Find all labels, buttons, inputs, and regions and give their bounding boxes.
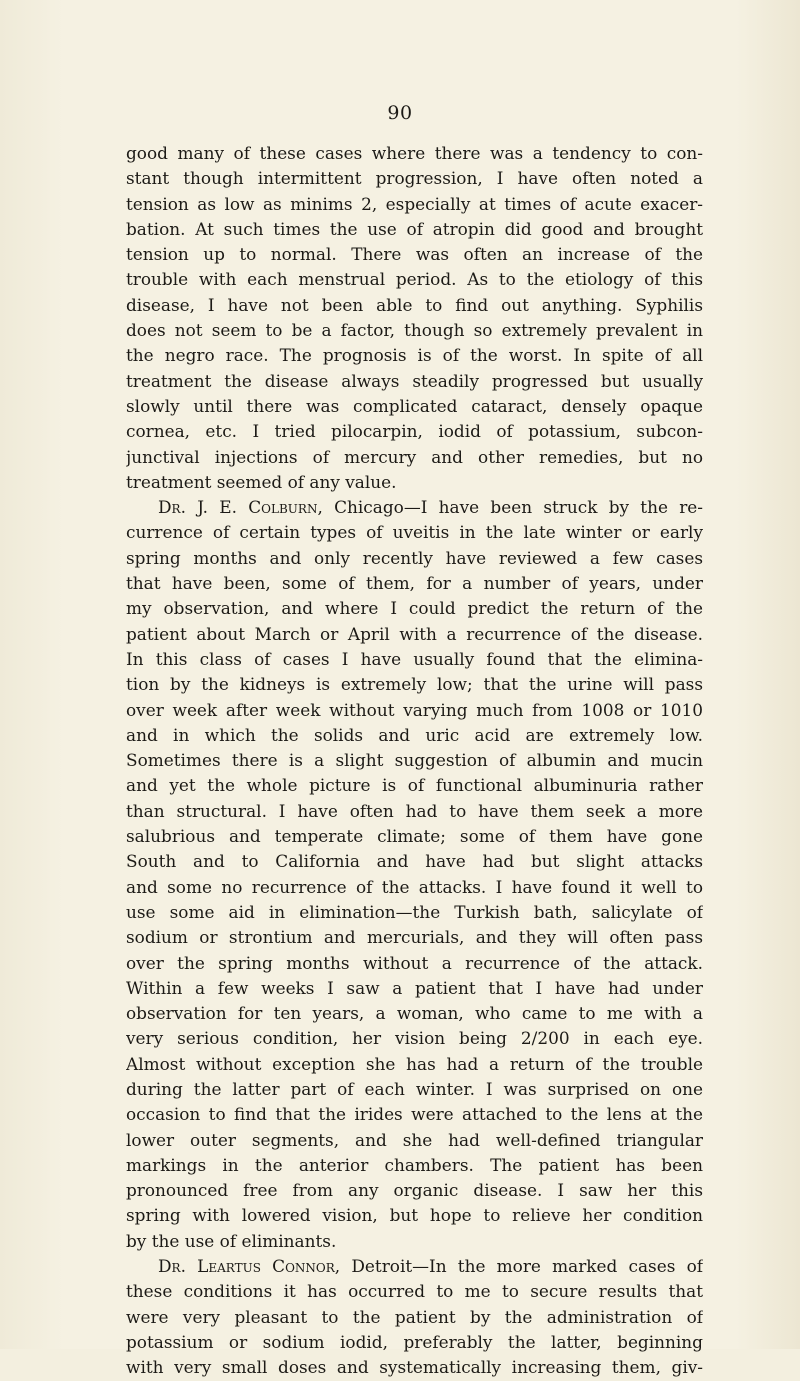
line-text: In this class of cases I have usually found that the elimina- xyxy=(126,648,703,669)
text-line xyxy=(126,596,703,621)
text-line xyxy=(126,773,703,798)
line-text: tension as low as minims 2, especially at times of acute exacer- xyxy=(126,193,703,214)
line-text: pronounced free from any organic disease. I saw her this xyxy=(126,1180,703,1201)
text-line xyxy=(126,318,703,343)
line-text: occasion to find that the irides were attached to the lens at the xyxy=(126,1104,703,1125)
text-line xyxy=(126,470,703,495)
text-line xyxy=(126,647,703,672)
text-line xyxy=(126,1279,703,1304)
text-line xyxy=(126,1153,703,1178)
line-text: currence of certain types of uveitis in the late winter or early xyxy=(126,522,703,543)
text-line xyxy=(126,622,703,647)
text-line xyxy=(126,369,703,394)
text-line xyxy=(126,1229,703,1254)
text-line xyxy=(126,1203,703,1228)
line-text: slowly until there was complicated cataract, densely opaque xyxy=(126,395,703,416)
text-line xyxy=(126,1001,703,1026)
line-text: use some aid in elimination—the Turkish bath, salicylate of xyxy=(126,901,703,922)
text-line xyxy=(126,1052,703,1077)
line-text: , Detroit—In the more marked cases of xyxy=(334,1256,703,1277)
line-text: bation. At such times the use of atropin did good and brought xyxy=(126,218,703,239)
line-text: that have been, some of them, for a number of years, under xyxy=(126,573,703,594)
line-text: and in which the solids and uric acid are extremely low. xyxy=(126,724,703,745)
text-line xyxy=(126,748,703,773)
line-text: these conditions it has occurred to me to secure results that xyxy=(126,1281,703,1302)
line-text: Sometimes there is a slight suggestion of albumin and mucin xyxy=(126,750,703,771)
text-line xyxy=(126,293,703,318)
line-text: during the latter part of each winter. I was surprised on one xyxy=(126,1078,703,1099)
line-text: junctival injections of mercury and other remedies, but no xyxy=(126,446,703,467)
text-line xyxy=(126,1355,703,1380)
line-text: than structural. I have often had to have them seek a more xyxy=(126,800,703,821)
text-line xyxy=(126,571,703,596)
line-text: were very pleasant to the patient by the administration of xyxy=(126,1306,703,1327)
line-text: by the use of eliminants. xyxy=(126,1230,337,1251)
text-line xyxy=(126,520,703,545)
text-line xyxy=(126,217,703,242)
line-text: over the spring months without a recurrence of the attack. xyxy=(126,952,703,973)
line-text: treatment the disease always steadily progressed but usually xyxy=(126,370,703,391)
text-line xyxy=(126,495,703,520)
text-line xyxy=(126,849,703,874)
line-text: potassium or sodium iodid, preferably the latter, beginning xyxy=(126,1331,703,1352)
text-line xyxy=(126,672,703,697)
line-text: Almost without exception she has had a return of the trouble xyxy=(126,1053,703,1074)
line-text: treatment seemed of any value. xyxy=(126,471,397,492)
text-line xyxy=(126,900,703,925)
text-line xyxy=(126,951,703,976)
text-line xyxy=(126,242,703,267)
text-line xyxy=(126,546,703,571)
line-text: Within a few weeks I saw a patient that I have had under xyxy=(126,977,703,998)
text-line xyxy=(126,1077,703,1102)
line-text: tension up to normal. There was often an increase of the xyxy=(126,244,703,265)
page-number: 90 xyxy=(387,102,413,124)
speaker-name: Dr. Leartus Connor xyxy=(158,1256,335,1277)
line-text: trouble with each menstrual period. As to the etiology of this xyxy=(126,269,703,290)
line-text: , Chicago—I have been struck by the re- xyxy=(317,497,703,518)
text-line xyxy=(126,1026,703,1051)
line-text: very serious condition, her vision being 2/200 in each eye. xyxy=(126,1028,703,1049)
text-line xyxy=(126,976,703,1001)
text-line xyxy=(126,1254,703,1279)
text-line xyxy=(126,1330,703,1355)
line-text: stant though intermittent progression, I have often noted a xyxy=(126,168,703,189)
line-text: and some no recurrence of the attacks. I have found it well to xyxy=(126,876,703,897)
speaker-name: Dr. J. E. Colburn xyxy=(158,497,318,518)
line-text: does not seem to be a factor, though so extremely prevalent in xyxy=(126,320,703,341)
text-line xyxy=(126,1178,703,1203)
text-line xyxy=(126,799,703,824)
line-text: spring with lowered vision, but hope to relieve her condition xyxy=(126,1205,703,1226)
line-text: tion by the kidneys is extremely low; that the urine will pass xyxy=(126,674,703,695)
text-line xyxy=(126,419,703,444)
line-text: cornea, etc. I tried pilocarpin, iodid of potassium, subcon- xyxy=(126,421,703,442)
text-line xyxy=(126,267,703,292)
line-text: salubrious and temperate climate; some of them have gone xyxy=(126,826,703,847)
text-line xyxy=(126,445,703,470)
text-line xyxy=(126,343,703,368)
line-text: disease, I have not been able to find out anything. Syphilis xyxy=(126,294,703,315)
line-text: the negro race. The prognosis is of the worst. In spite of all xyxy=(126,345,703,366)
text-line xyxy=(126,141,703,166)
line-text: sodium or strontium and mercurials, and they will often pass xyxy=(126,927,703,948)
line-text: over week after week without varying much from 1008 or 1010 xyxy=(126,699,703,720)
text-line xyxy=(126,824,703,849)
line-text: good many of these cases where there was a tendency to con- xyxy=(126,143,703,163)
line-text: South and to California and have had but slight attacks xyxy=(126,851,703,872)
line-text: my observation, and where I could predict the return of the xyxy=(126,598,703,619)
line-text: observation for ten years, a woman, who came to me with a xyxy=(126,1003,703,1024)
line-text: lower outer segments, and she had well-defined triangular xyxy=(126,1129,703,1150)
line-text: markings in the anterior chambers. The patient has been xyxy=(126,1154,703,1175)
text-line xyxy=(126,394,703,419)
text-line xyxy=(126,925,703,950)
line-text: patient about March or April with a recurrence of the disease. xyxy=(126,623,703,644)
text-line xyxy=(126,1128,703,1153)
line-text: spring months and only recently have reviewed a few cases xyxy=(126,547,703,568)
text-line xyxy=(126,1305,703,1330)
line-text: with very small doses and systematically increasing them, giv- xyxy=(126,1357,703,1378)
body-text xyxy=(126,141,703,1381)
text-line xyxy=(126,1102,703,1127)
line-text: and yet the whole picture is of functional albuminuria rather xyxy=(126,775,703,796)
text-line xyxy=(126,698,703,723)
text-line xyxy=(126,166,703,191)
text-line xyxy=(126,875,703,900)
text-line xyxy=(126,192,703,217)
text-line xyxy=(126,723,703,748)
